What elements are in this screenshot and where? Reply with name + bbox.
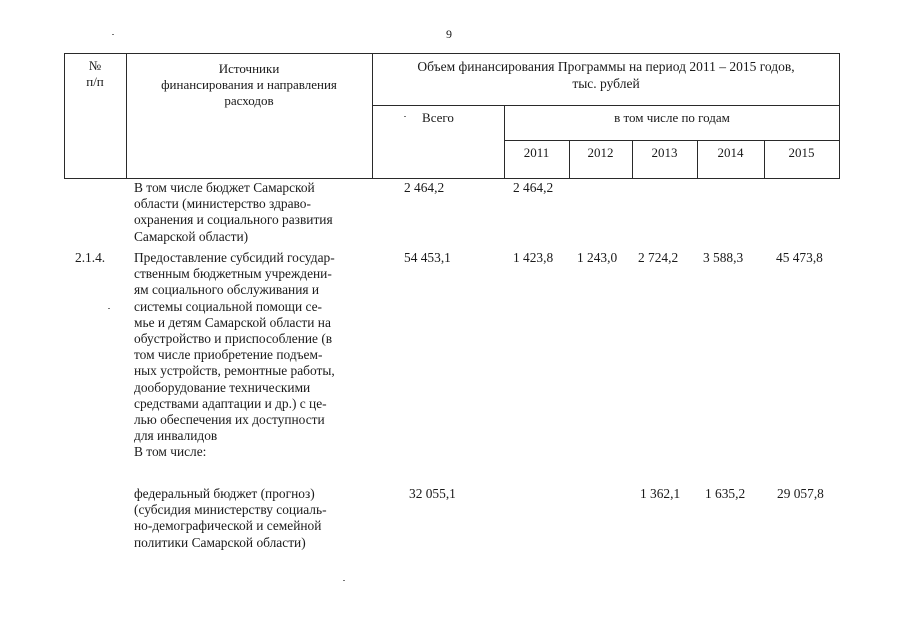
description-line: для инвалидов — [134, 428, 218, 444]
description-line: том числе приобретение подъем- — [134, 347, 323, 363]
description-line: политики Самарской области) — [134, 534, 306, 550]
description-line: но-демографической и семейной — [134, 518, 322, 534]
row-value-2015: 29 057,8 — [777, 486, 824, 501]
description-line: ственным бюджетным учреждени- — [134, 266, 332, 282]
description-line: охранения и социального развития — [134, 212, 333, 228]
row-total: 32 055,1 — [409, 486, 456, 501]
row-value-2013: 1 362,1 — [640, 486, 681, 501]
description-line: области (министерство здраво- — [134, 196, 311, 212]
description-line: (субсидия министерству социаль- — [134, 502, 327, 518]
scan-speck — [343, 580, 345, 581]
header-bottom-border — [64, 178, 840, 179]
description-line: В том числе бюджет Самарской — [134, 180, 315, 195]
row-value-2011: 1 423,8 — [513, 250, 554, 265]
description-line: обустройство и приспособление (в — [134, 331, 333, 347]
row-value-2012: 1 243,0 — [577, 250, 618, 265]
description-line: Предоставление субсидий государ- — [134, 250, 335, 265]
page-number: 9 — [446, 27, 452, 41]
scan-speck — [108, 308, 110, 309]
row-total: 2 464,2 — [404, 180, 445, 195]
description-line: системы социальной помощи се- — [134, 298, 322, 314]
description-line: дооборудование техническими — [134, 379, 311, 395]
description-line: средствами адаптации и др.) с це- — [134, 395, 327, 411]
header-year: 2015 — [788, 145, 815, 160]
description-line: лью обеспечения их доступности — [134, 412, 325, 428]
header-volume: Объем финансирования Программы на период 2011 – 2015 годов, тыс. рублей — [417, 59, 795, 91]
header-num: № п/п — [86, 58, 104, 89]
row-value-2011: 2 464,2 — [513, 180, 554, 195]
header-top-border — [64, 53, 840, 54]
description-subheading: В том числе: — [134, 444, 207, 460]
description-line: федеральный бюджет (прогноз) — [134, 486, 315, 501]
header-total: Всего — [422, 110, 454, 125]
description-line: мье и детям Самарской области на — [134, 314, 331, 330]
header-by-years: в том числе по годам — [614, 110, 730, 125]
header-year: 2014 — [717, 145, 744, 160]
table-header — [64, 53, 840, 179]
row-value-2015: 45 473,8 — [776, 250, 823, 265]
table-row-description — [134, 486, 367, 551]
header-divider-years — [504, 140, 840, 141]
scan-speck — [404, 116, 406, 117]
header-divider-volume — [372, 105, 840, 106]
header-year: 2013 — [651, 145, 678, 160]
row-value-2013: 2 724,2 — [638, 250, 679, 265]
header-source: Источники финансирования и направления расходов — [161, 61, 337, 108]
description-line: ных устройств, ремонтные работы, — [134, 363, 335, 379]
row-value-2014: 3 588,3 — [703, 250, 744, 265]
header-year: 2012 — [587, 145, 614, 160]
description-line: ям социального обслуживания и — [134, 282, 320, 298]
row-total: 54 453,1 — [404, 250, 451, 265]
row-value-2014: 1 635,2 — [705, 486, 746, 501]
header-year: 2011 — [523, 145, 550, 160]
scan-speck — [112, 34, 114, 35]
table-row-description — [134, 250, 367, 461]
description-line: Самарской области) — [134, 228, 249, 244]
row-number: 2.1.4. — [75, 250, 106, 265]
table-row-description — [134, 180, 367, 245]
